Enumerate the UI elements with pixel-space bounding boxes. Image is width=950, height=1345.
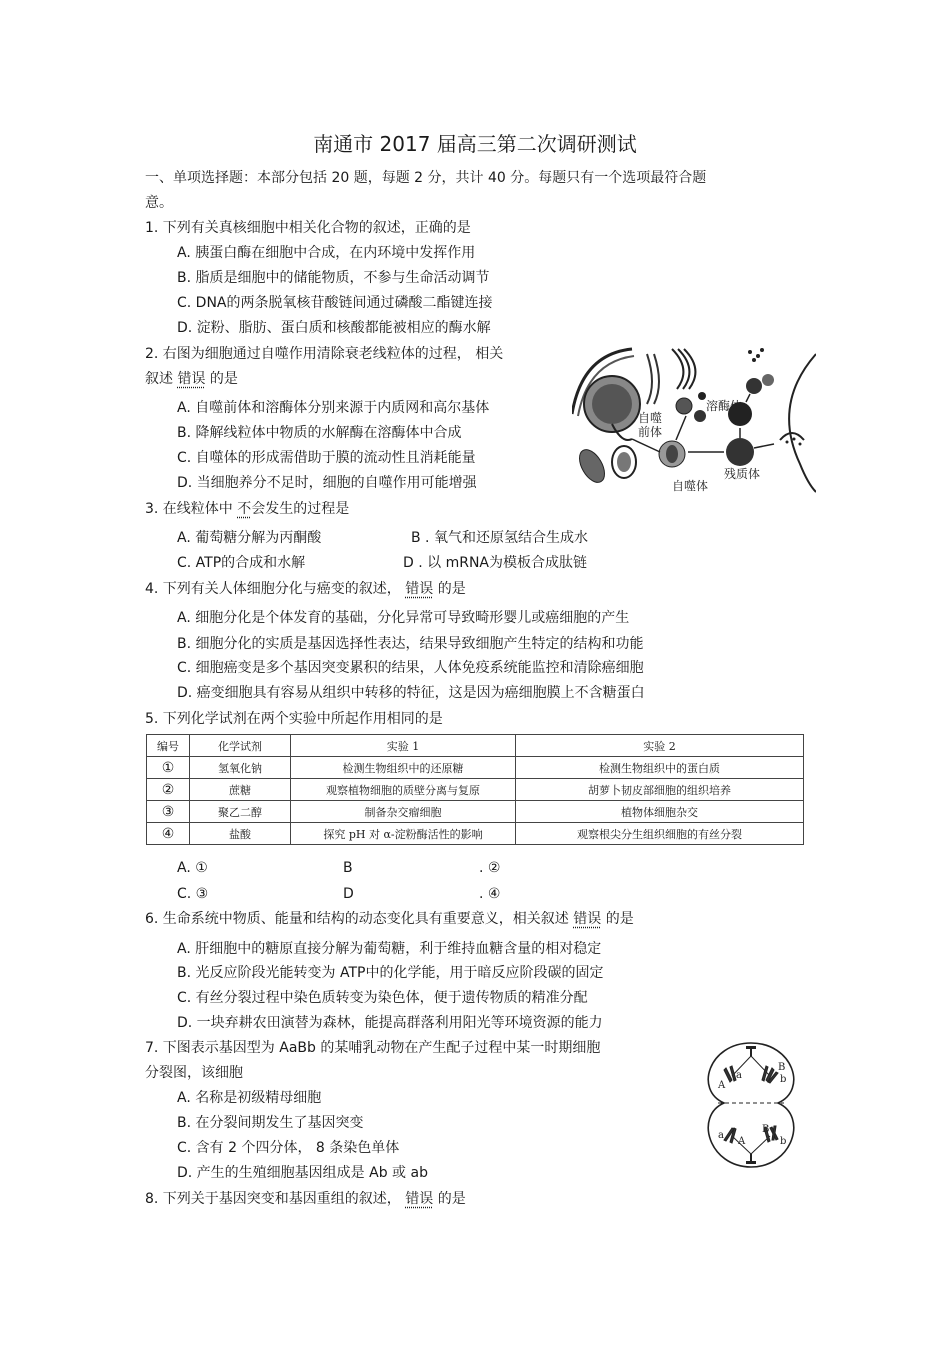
q3-option-d: D . 以 mRNA为模板合成肽链 xyxy=(403,555,587,571)
allele-label: A xyxy=(738,1136,746,1147)
allele-label: B xyxy=(778,1062,786,1073)
table-header: 实验 2 xyxy=(516,735,804,757)
cell-division-diagram xyxy=(698,1040,804,1170)
q7-option-c: C. 含有 2 个四分体， 8 条染色单体 xyxy=(177,1140,400,1156)
q2-option-c: C. 自噬体的形成需借助于膜的流动性且消耗能量 xyxy=(177,450,476,466)
q3-stem: 3. 在线粒体中 不会发生的过程是 xyxy=(145,501,350,517)
q6-option-c: C. 有丝分裂过程中染色质转变为染色体，便于遗传物质的精准分配 xyxy=(177,990,588,1006)
table-cell: 植物体细胞杂交 xyxy=(516,801,804,823)
q1-option-c: C. DNA的两条脱氧核苷酸链间通过磷酸二酯键连接 xyxy=(177,295,493,311)
table-cell: 探究 pH 对 α-淀粉酶活性的影响 xyxy=(291,823,516,845)
q5-option-a: A. ① xyxy=(177,860,208,876)
table-cell: 氢氧化钠 xyxy=(190,757,291,779)
section-header-line1: 一、单项选择题：本部分包括 20 题，每题 2 分，共计 40 分。每题只有一个选项最符合题 xyxy=(145,170,707,186)
allele-label: a xyxy=(736,1070,742,1081)
q3-option-a: A. 葡萄糖分解为丙酮酸 xyxy=(177,530,322,546)
q2-option-d: D. 当细胞养分不足时，细胞的自噬作用可能增强 xyxy=(177,475,477,491)
allele-label: B xyxy=(762,1124,770,1135)
q5-option-c: C. ③ xyxy=(177,886,209,902)
emphasis-mark: 错误 xyxy=(405,1191,434,1207)
allele-label: a xyxy=(718,1130,724,1141)
label-pre2: 前体 xyxy=(638,425,663,439)
table-header: 实验 1 xyxy=(291,735,516,757)
table-cell: 观察根尖分生组织细胞的有丝分裂 xyxy=(516,823,804,845)
q2-stem-line2: 叙述 错误 的是 xyxy=(145,371,238,387)
q6-stem: 6. 生命系统中物质、能量和结构的动态变化具有重要意义，相关叙述 错误 的是 xyxy=(145,911,634,927)
page-title: 南通市 2017 届高三第二次调研测试 xyxy=(313,132,637,156)
q6-option-b: B. 光反应阶段光能转变为 ATP中的化学能，用于暗反应阶段碳的固定 xyxy=(177,965,604,981)
emphasis-mark: 错误 xyxy=(405,581,434,597)
emphasis-mark: 不 xyxy=(237,501,252,517)
q5-stem: 5. 下列化学试剂在两个实验中所起作用相同的是 xyxy=(145,711,443,727)
q5-option-d-value: . ④ xyxy=(479,886,501,902)
table-cell: 胡萝卜韧皮部细胞的组织培养 xyxy=(516,779,804,801)
table-row xyxy=(147,779,804,801)
allele-label: A xyxy=(718,1080,726,1091)
q5-option-b-value: . ② xyxy=(479,860,501,876)
table-cell: ③ xyxy=(147,801,190,823)
autophagy-diagram xyxy=(572,344,816,496)
label-autophagosome: 自噬体 xyxy=(672,479,709,493)
emphasis-mark: 错误 xyxy=(573,911,602,927)
q4-option-d: D. 癌变细胞具有容易从组织中转移的特征，这是因为癌细胞膜上不含糖蛋白 xyxy=(177,685,645,701)
allele-label: b xyxy=(780,1136,787,1147)
q4-stem: 4. 下列有关人体细胞分化与癌变的叙述， 错误 的是 xyxy=(145,581,466,597)
q6-option-a: A. 肝细胞中的糖原直接分解为葡萄糖，利于维持血糖含量的相对稳定 xyxy=(177,941,602,957)
q3-option-b: B . 氧气和还原氢结合生成水 xyxy=(411,530,588,546)
label-pre1: 自噬 xyxy=(638,411,663,425)
q4-option-b: B. 细胞分化的实质是基因选择性表达，结果导致细胞产生特定的结构和功能 xyxy=(177,636,644,652)
table-cell: 聚乙二醇 xyxy=(190,801,291,823)
table-header: 化学试剂 xyxy=(190,735,291,757)
reagent-table xyxy=(146,734,804,845)
emphasis-mark: 错误 xyxy=(177,371,206,387)
table-cell: 盐酸 xyxy=(190,823,291,845)
table-cell: ② xyxy=(147,779,190,801)
q5-option-d: D xyxy=(343,886,354,902)
section-header-line2: 意。 xyxy=(145,195,173,211)
q7-option-a: A. 名称是初级精母细胞 xyxy=(177,1090,322,1106)
label-lysosome: 溶酶体 xyxy=(706,399,743,413)
table-cell: 制备杂交瘤细胞 xyxy=(291,801,516,823)
table-row xyxy=(147,823,804,845)
table-row xyxy=(147,801,804,823)
q3-option-c: C. ATP的合成和水解 xyxy=(177,555,306,571)
q2-stem-line1: 2. 右图为细胞通过自噬作用清除衰老线粒体的过程， 相关 xyxy=(145,346,504,362)
table-cell: ① xyxy=(147,757,190,779)
table-cell: 蔗糖 xyxy=(190,779,291,801)
table-cell: 观察植物细胞的质壁分离与复原 xyxy=(291,779,516,801)
table-header-row xyxy=(147,735,804,757)
q1-option-a: A. 胰蛋白酶在细胞中合成，在内环境中发挥作用 xyxy=(177,245,476,261)
table-row xyxy=(147,757,804,779)
q2-option-a: A. 自噬前体和溶酶体分别来源于内质网和高尔基体 xyxy=(177,400,490,416)
q5-option-b: B xyxy=(343,860,353,876)
allele-label: b xyxy=(780,1074,787,1085)
q1-option-b: B. 脂质是细胞中的储能物质，不参与生命活动调节 xyxy=(177,270,490,286)
table-cell: 检测生物组织中的蛋白质 xyxy=(516,757,804,779)
q1-option-d: D. 淀粉、脂肪、蛋白质和核酸都能被相应的酶水解 xyxy=(177,320,491,336)
q4-option-a: A. 细胞分化是个体发育的基础，分化异常可导致畸形婴儿或癌细胞的产生 xyxy=(177,610,630,626)
table-cell: 检测生物组织中的还原糖 xyxy=(291,757,516,779)
q7-stem-line1: 7. 下图表示基因型为 AaBb 的某哺乳动物在产生配子过程中某一时期细胞 xyxy=(145,1040,601,1056)
q4-option-c: C. 细胞癌变是多个基因突变累积的结果，人体免疫系统能监控和清除癌细胞 xyxy=(177,660,644,676)
q2-option-b: B. 降解线粒体中物质的水解酶在溶酶体中合成 xyxy=(177,425,462,441)
q7-option-b: B. 在分裂间期发生了基因突变 xyxy=(177,1115,364,1131)
q1-stem: 1. 下列有关真核细胞中相关化合物的叙述，正确的是 xyxy=(145,220,471,236)
q7-stem-line2: 分裂图，该细胞 xyxy=(145,1065,243,1081)
q7-option-d: D. 产生的生殖细胞基因组成是 Ab 或 ab xyxy=(177,1165,428,1181)
label-residual-body: 残质体 xyxy=(724,467,761,481)
q6-option-d: D. 一块弃耕农田演替为森林，能提高群落利用阳光等环境资源的能力 xyxy=(177,1015,603,1031)
table-cell: ④ xyxy=(147,823,190,845)
q8-stem: 8. 下列关于基因突变和基因重组的叙述， 错误 的是 xyxy=(145,1191,466,1207)
table-header: 编号 xyxy=(147,735,190,757)
